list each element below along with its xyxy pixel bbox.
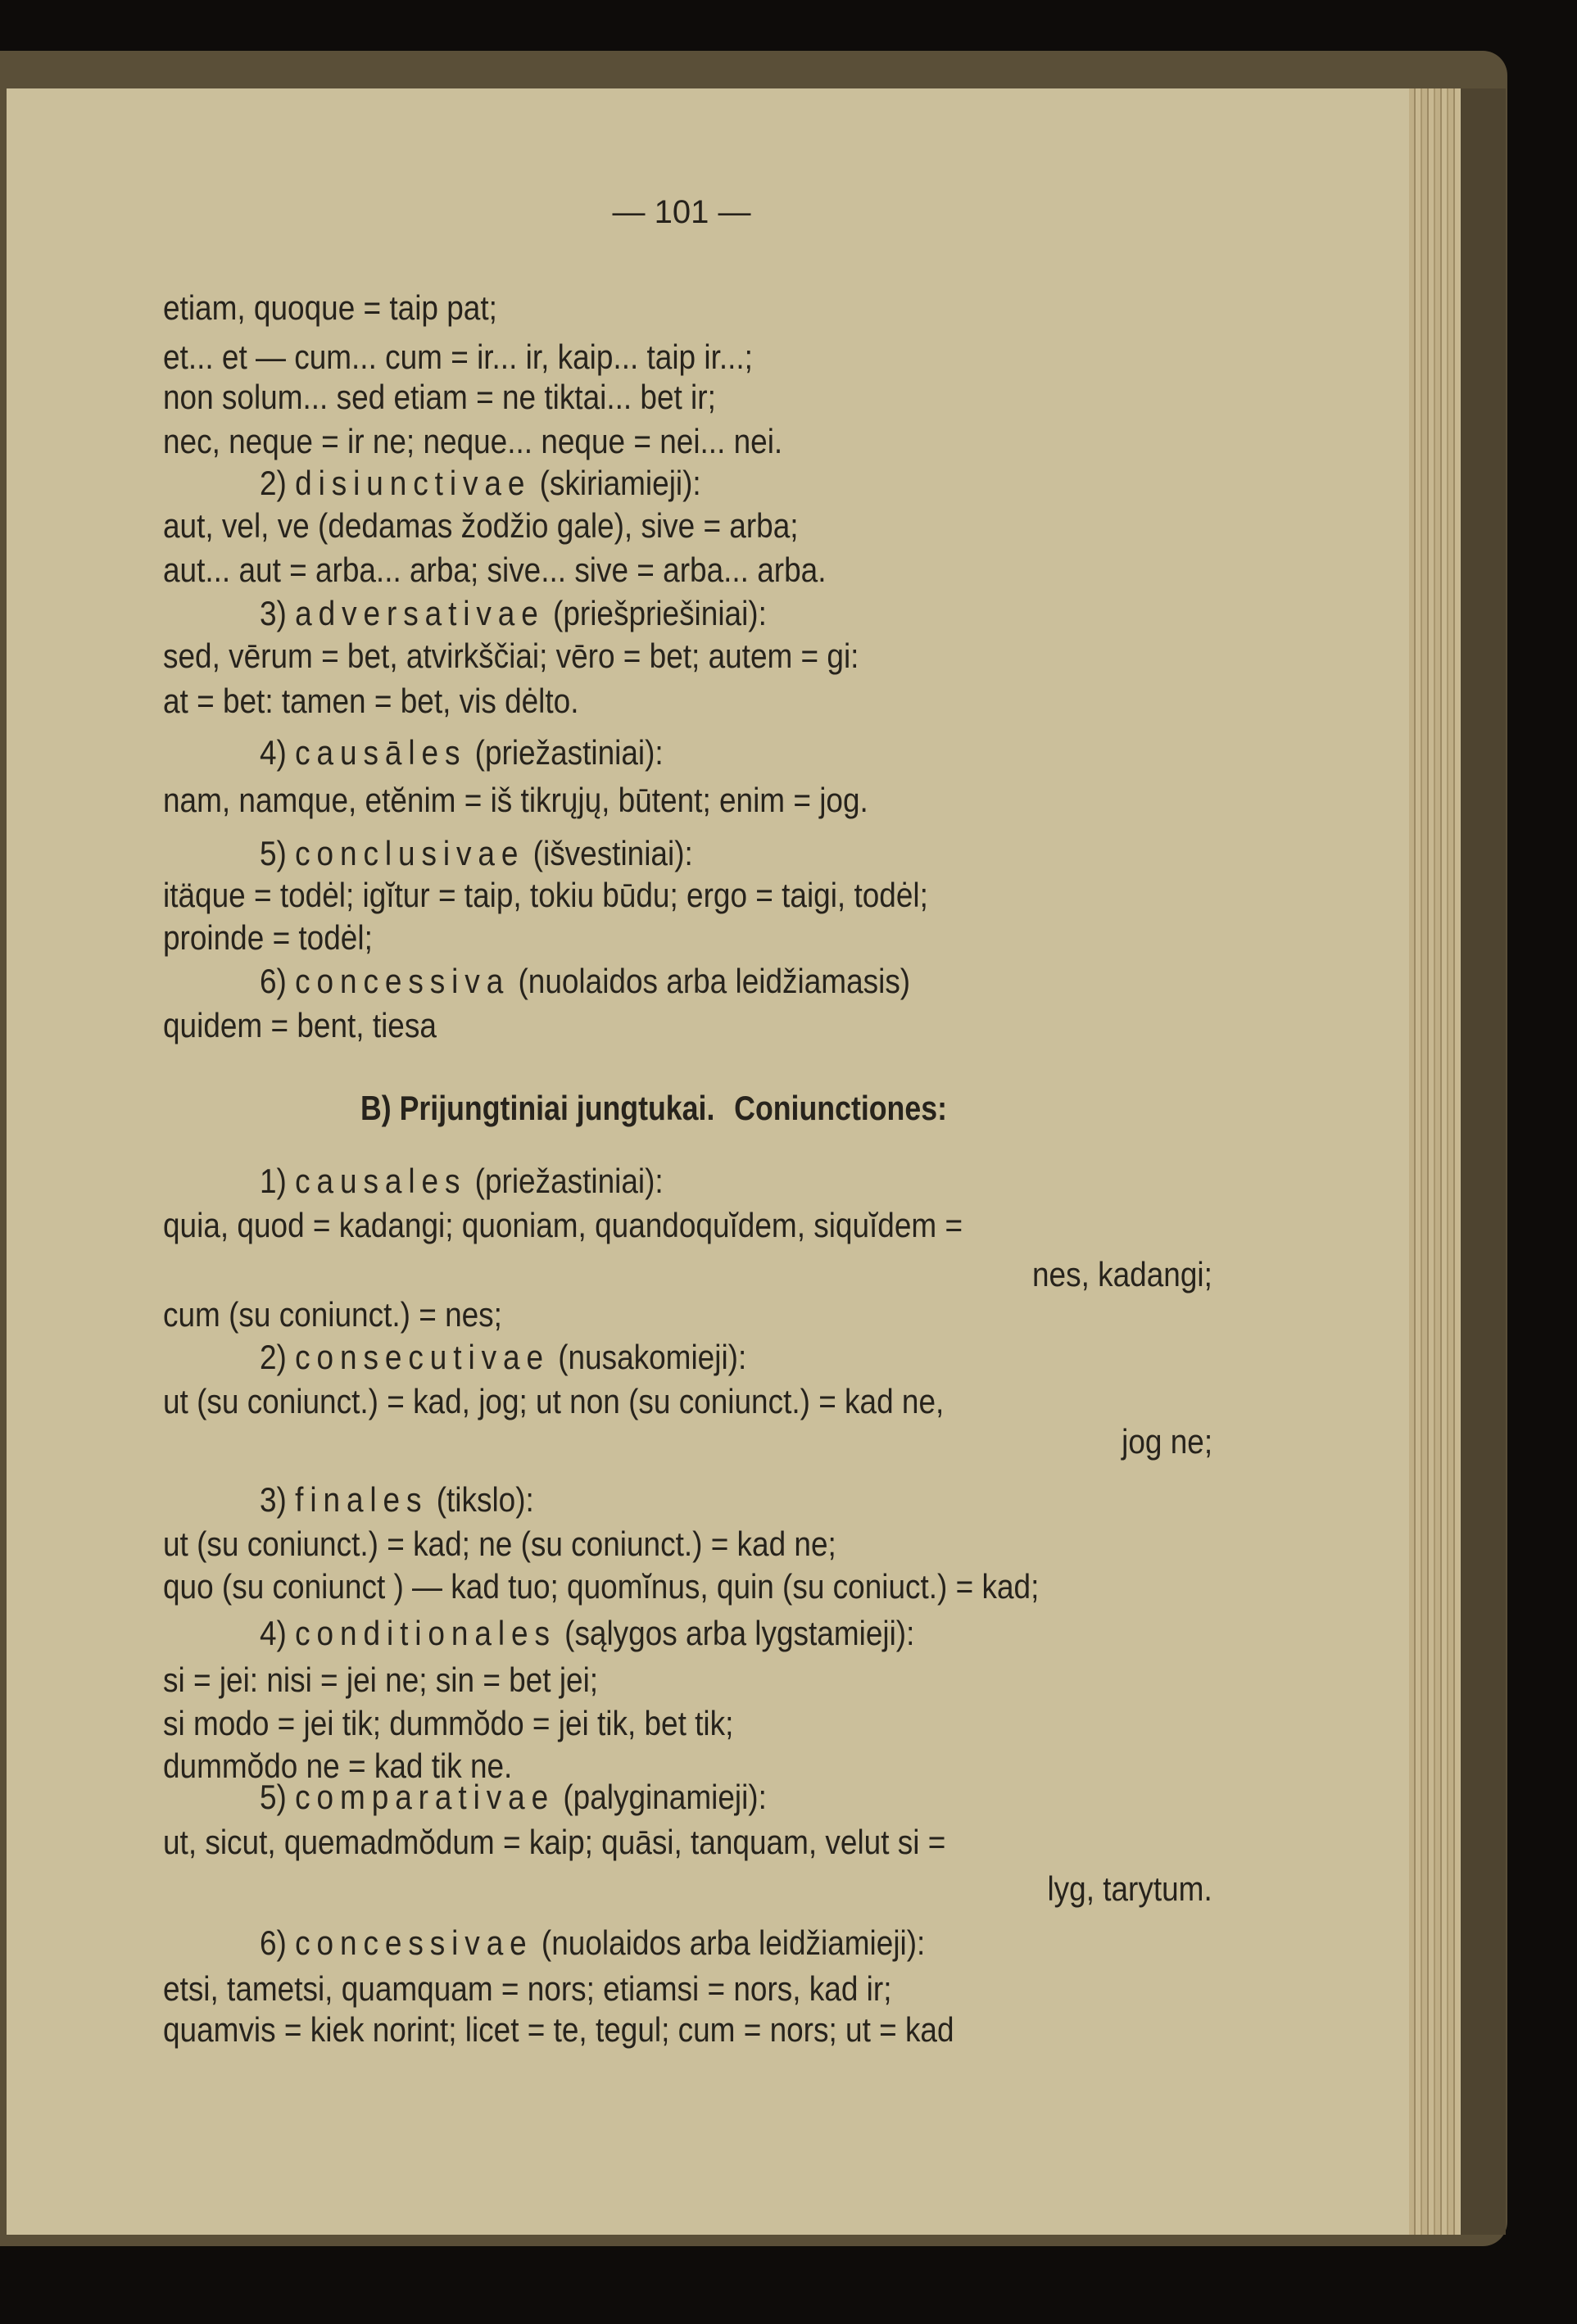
text-line: nec, neque = ir ne; neque... neque = nei... nei. (163, 422, 783, 460)
text-line: quidem = bent, tiesa (163, 1006, 437, 1044)
item-number: 1) (260, 1162, 287, 1200)
item-number: 4) (260, 1614, 287, 1652)
subheading (260, 1159, 664, 1203)
text-line-continuation: nes, kadangi; (1032, 1255, 1212, 1293)
latin-term: concessiva (295, 962, 510, 1000)
latin-term: causales (295, 1162, 467, 1200)
latin-term: finales (295, 1480, 428, 1519)
book-binding (1461, 88, 1506, 2235)
text-line: at = bet: tamen = bet, vis dėlto. (163, 682, 579, 720)
text-line: dummŏdo ne = kad tik ne. (163, 1746, 513, 1785)
gloss: (nusakomieji): (558, 1338, 747, 1376)
text-line: cum (su coniunct.) = nes; (163, 1295, 502, 1334)
gloss: (priežastiniai): (474, 733, 664, 772)
text-line: ut (su coniunct.) = kad, jog; ut non (su coniunct.) = kad ne, (163, 1382, 945, 1420)
gloss: (išvestiniai): (532, 834, 693, 872)
item-number: 3) (260, 1480, 287, 1519)
gloss: (nuolaidos arba leidžiamasis) (518, 962, 911, 1000)
text-line: quamvis = kiek norint; licet = te, tegul; cum = nors; ut = kad (163, 2010, 954, 2049)
text-line: proinde = todėl; (163, 918, 373, 957)
text-line: nam, namque, etĕnim = iš tikrųjų, būtent; enim = jog. (163, 781, 868, 819)
page-number: — 101 — (612, 194, 751, 230)
latin-term: disiunctivae (295, 464, 532, 502)
item-number: 5) (260, 834, 287, 872)
section-title-la: Coniunctiones: (734, 1089, 947, 1127)
gloss: (priežastiniai): (474, 1162, 664, 1200)
section-heading (360, 1086, 947, 1130)
item-number: 6) (260, 962, 287, 1000)
text-line: et... et — cum... cum = ir... ir, kaip... taip ir...; (163, 338, 753, 376)
latin-term: concessivae (295, 1923, 533, 1962)
text-line: si = jei: nisi = jei ne; sin = bet jei; (163, 1660, 599, 1699)
latin-term: adversativae (295, 594, 545, 632)
gloss: (skiriamieji): (539, 464, 701, 502)
item-number: 6) (260, 1923, 287, 1962)
item-number: 2) (260, 464, 287, 502)
latin-term: comparativae (295, 1778, 555, 1816)
gloss: (palyginamieji): (563, 1778, 767, 1816)
text-line: quo (su coniunct ) — kad tuo; quomĭnus, quin (su coniuct.) = kad; (163, 1567, 1040, 1606)
text-line: aut, vel, ve (dedamas žodžio gale), sive = arba; (163, 506, 799, 545)
text-line: quia, quod = kadangi; quoniam, quandoquĭdem, siquĭdem = (163, 1206, 963, 1244)
text-line: etsi, tametsi, quamquam = nors; etiamsi = nors, kad ir; (163, 1969, 892, 2008)
latin-term: causāles (295, 733, 467, 772)
text-line: ut, sicut, quemadmŏdum = kaip; quāsi, tanquam, velut si = (163, 1823, 946, 1861)
subheading (260, 731, 664, 775)
text-line: ut (su coniunct.) = kad; ne (su coniunct.) = kad ne; (163, 1524, 836, 1563)
page-edges (1409, 88, 1460, 2235)
subheading (260, 591, 767, 636)
subheading (260, 1478, 534, 1522)
subheading (260, 831, 693, 876)
gloss: (tikslo): (436, 1480, 534, 1519)
text-line-continuation: lyg, tarytum. (1047, 1869, 1212, 1908)
subheading (260, 1775, 767, 1819)
section-title-lt: B) Prijungtiniai jungtukai. (360, 1089, 715, 1127)
gloss: (priešpriešiniai): (553, 594, 767, 632)
gloss: (nuolaidos arba leidžiamieji): (541, 1923, 926, 1962)
item-number: 4) (260, 733, 287, 772)
text-line: non solum... sed etiam = ne tiktai... bet ir; (163, 378, 716, 416)
latin-term: conclusivae (295, 834, 525, 872)
text-line: aut... aut = arba... arba; sive... sive = arba... arba. (163, 550, 827, 589)
text-line: si modo = jei tik; dummŏdo = jei tik, bet tik; (163, 1704, 734, 1742)
subheading (260, 461, 701, 505)
text-line: sed, vērum = bet, atvirkščiai; vēro = bet; autem = gi: (163, 636, 859, 675)
subheading (260, 1611, 914, 1656)
item-number: 2) (260, 1338, 287, 1376)
text-line-continuation: jog ne; (1122, 1422, 1212, 1461)
subheading (260, 959, 910, 1003)
text-line: etiam, quoque = taip pat; (163, 288, 497, 327)
gloss: (sąlygos arba lygstamieji): (564, 1614, 915, 1652)
subheading (260, 1335, 746, 1379)
item-number: 3) (260, 594, 287, 632)
latin-term: conditionales (295, 1614, 556, 1652)
item-number: 5) (260, 1778, 287, 1816)
latin-term: consecutivae (295, 1338, 550, 1376)
subheading (260, 1921, 925, 1965)
text-line: itäque = todėl; igĭtur = taip, tokiu būdu; ergo = taigi, todėl; (163, 876, 928, 914)
